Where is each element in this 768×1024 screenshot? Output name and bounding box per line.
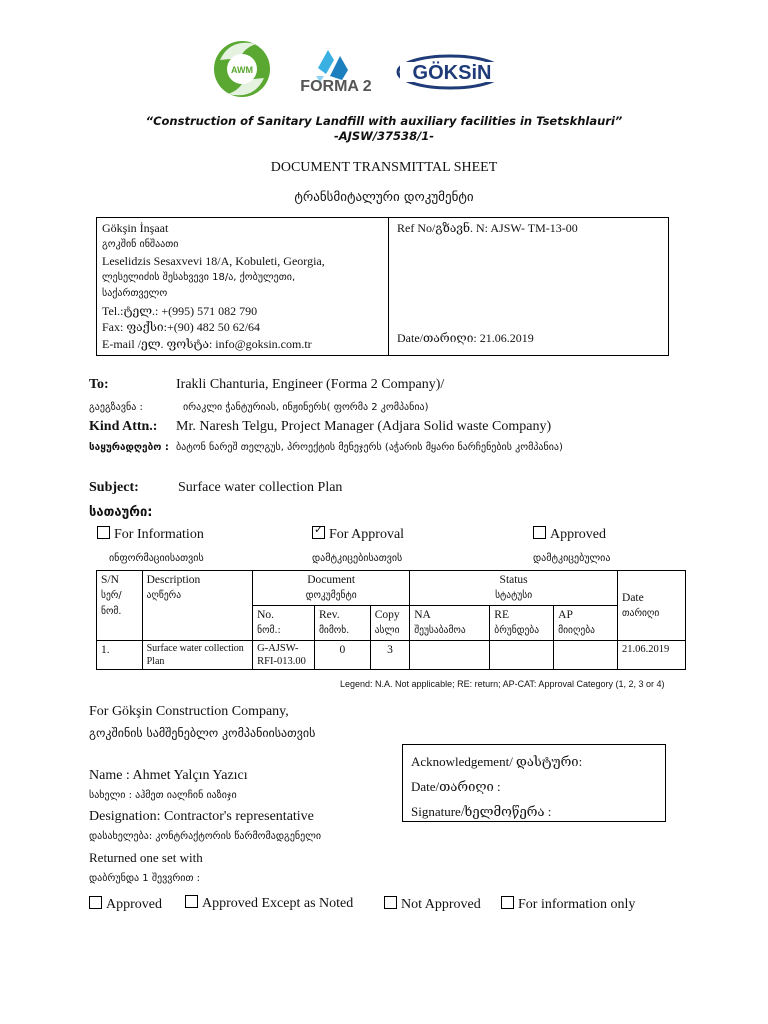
return-not-approved[interactable] xyxy=(384,896,481,913)
attn-value: Mr. Naresh Telgu, Project Manager (Adjara Solid waste Company) xyxy=(176,419,552,434)
to-label-geo: გაეგზავნა : xyxy=(89,402,143,413)
checkbox-icon[interactable] xyxy=(97,526,110,539)
purpose-approved[interactable] xyxy=(533,526,606,543)
header-na: NA შეუსაბამოა xyxy=(410,606,490,641)
return-option-label: Approved Except as Noted xyxy=(202,896,354,911)
forma2-logo-text: FORMA 2 xyxy=(300,78,372,95)
company-for-geo: გოკშინის სამშენებლო კომპანიისათვის xyxy=(89,726,316,740)
sender-address-line: Leselidzis Sesaxvevi 18/A, Kobuleti, Georgia, xyxy=(102,254,325,268)
return-approved-except-noted[interactable] xyxy=(185,895,353,912)
returned-label-geo: დაბრუნდა 1 შევვრით : xyxy=(89,873,201,884)
to-value: Irakli Chanturia, Engineer (Forma 2 Company)/ xyxy=(176,377,445,392)
table-row xyxy=(97,641,686,670)
purpose-geo: დამტკიცებულია xyxy=(533,553,611,564)
return-for-information-only[interactable] xyxy=(501,896,635,913)
project-title: “Construction of Sanitary Landfill with auxiliary facilities in Tsetskhlauri” xyxy=(145,114,623,128)
cell-sn: 1. xyxy=(97,641,143,670)
return-option-label: Approved xyxy=(106,897,162,912)
forma2-logo xyxy=(300,50,372,95)
sender-email[interactable]: E-mail /ელ. ფოსტა: info@goksin.com.tr xyxy=(102,336,312,351)
attn-value-geo: ბატონ ნარეშ თელგუს, პროექტის მენეჯერს (აჭარის მყარი ნარჩენების კომპანია) xyxy=(176,442,563,453)
project-heading xyxy=(0,114,768,144)
return-option-label: Not Approved xyxy=(401,897,481,912)
sender-fax: Fax: ფაქსი:+(90) 482 50 62/64 xyxy=(102,320,261,334)
signature-label: Signature/ხელმოწერა : xyxy=(411,804,552,819)
purpose-geo: ინფორმაციისათვის xyxy=(109,553,204,564)
to-value-geo: ირაკლი ჭანტურიას, ინჟინერს( ფორმა 2 კომპანია) xyxy=(183,402,429,413)
attn-label-geo: საყურადღებო : xyxy=(89,442,169,453)
checkbox-icon[interactable] xyxy=(501,896,514,909)
cell-re xyxy=(490,641,554,670)
header-copy: Copy ასლი xyxy=(370,606,410,641)
purpose-for-approval[interactable] xyxy=(312,526,404,543)
sender-address-geo: ლესელიძის შესახვევი 18/ა, ქობულეთი, xyxy=(102,271,296,283)
signer-designation: Designation: Contractor's representative xyxy=(89,809,314,824)
transmittal-table xyxy=(96,570,686,670)
subject-value: Surface water collection Plan xyxy=(178,480,343,495)
document-title: DOCUMENT TRANSMITTAL SHEET xyxy=(270,160,498,175)
cell-rev: 0 xyxy=(314,641,370,670)
project-code: -AJSW/37538/1- xyxy=(333,129,435,143)
header-no: No. ნომ.: xyxy=(253,606,315,641)
checkbox-icon[interactable] xyxy=(384,896,397,909)
purpose-label: For Approval xyxy=(329,527,405,542)
document-title-geo: ტრანსმიტალური დოკუმენტი xyxy=(294,190,474,205)
checked-checkbox-icon[interactable] xyxy=(312,526,325,539)
checkbox-icon[interactable] xyxy=(89,896,102,909)
cell-no: G-AJSW-RFI-013.00 xyxy=(253,641,315,670)
sender-company-geo: გოკშინ ინშაათი xyxy=(102,238,179,250)
document-date: Date/თარიღი: 21.06.2019 xyxy=(397,331,534,345)
purpose-for-information[interactable] xyxy=(97,526,204,543)
header-description: Description აღწერა xyxy=(142,571,253,641)
header-re: RE ბრუნდება xyxy=(490,606,554,641)
subject-label: Subject: xyxy=(89,480,139,495)
purpose-label: Approved xyxy=(550,527,606,542)
awm-logo-text: AWM xyxy=(231,65,253,75)
subject-label-geo: სათაური: xyxy=(89,505,153,520)
header-status: Status სტატუსი xyxy=(410,571,618,606)
signer-name: Name : Ahmet Yalçın Yazıcı xyxy=(89,768,248,783)
logos-svg xyxy=(0,30,768,110)
purpose-geo: დამტკიცებისათვის xyxy=(312,553,403,564)
company-for: For Gökşin Construction Company, xyxy=(89,704,289,719)
checkbox-icon[interactable] xyxy=(533,526,546,539)
sender-info-box xyxy=(96,217,669,356)
legend: Legend: N.A. Not applicable; RE: return; AP-CAT: Approval Category (1, 2, 3 or 4) xyxy=(340,679,665,689)
returned-label: Returned one set with xyxy=(89,850,203,865)
return-option-label: For information only xyxy=(518,897,636,912)
header-ap: AP მიიღება xyxy=(554,606,618,641)
header-document: Document დოკუმენტი xyxy=(253,571,410,606)
to-label: To: xyxy=(89,377,109,392)
ack-date-label: Date/თარიღი : xyxy=(411,779,501,794)
cell-date: 21.06.2019 xyxy=(618,641,686,670)
header-rev: Rev. მიმოხ. xyxy=(314,606,370,641)
signer-name-geo: სახელი : აჰმეთ იალჩინ იაზიჯი xyxy=(89,790,237,801)
checkbox-icon[interactable] xyxy=(185,895,198,908)
cell-ap xyxy=(554,641,618,670)
acknowledgement-label: Acknowledgement/ დასტური: xyxy=(411,754,583,769)
table-header-row xyxy=(97,571,686,606)
cell-description: Surface water collection Plan xyxy=(142,641,253,670)
header-sn: S/N სერ/ ნომ. xyxy=(97,571,143,641)
signer-designation-geo: დასახელება: კონტრაქტორის წარმომადგენელი xyxy=(89,831,322,842)
purpose-label: For Information xyxy=(114,527,204,542)
sender-country-geo: საქართველო xyxy=(102,288,168,299)
return-approved[interactable] xyxy=(89,896,162,913)
sender-tel: Tel.:ტელ.: +(995) 571 082 790 xyxy=(102,303,258,318)
attn-label: Kind Attn.: xyxy=(89,419,158,434)
cell-na xyxy=(410,641,490,670)
sender-address xyxy=(97,218,389,355)
acknowledgement-box xyxy=(402,744,666,822)
awm-logo xyxy=(214,41,270,97)
goksin-logo-text: GÖKSiN xyxy=(412,62,492,84)
cell-copy: 3 xyxy=(370,641,410,670)
logo-bar xyxy=(0,30,768,110)
ref-number: Ref No/გზავნ. N: AJSW- TM-13-00 xyxy=(397,221,578,235)
sender-company: Gökşin İnşaat xyxy=(102,221,169,235)
goksin-logo xyxy=(398,56,504,88)
header-date: Date თარიღი xyxy=(618,571,686,641)
